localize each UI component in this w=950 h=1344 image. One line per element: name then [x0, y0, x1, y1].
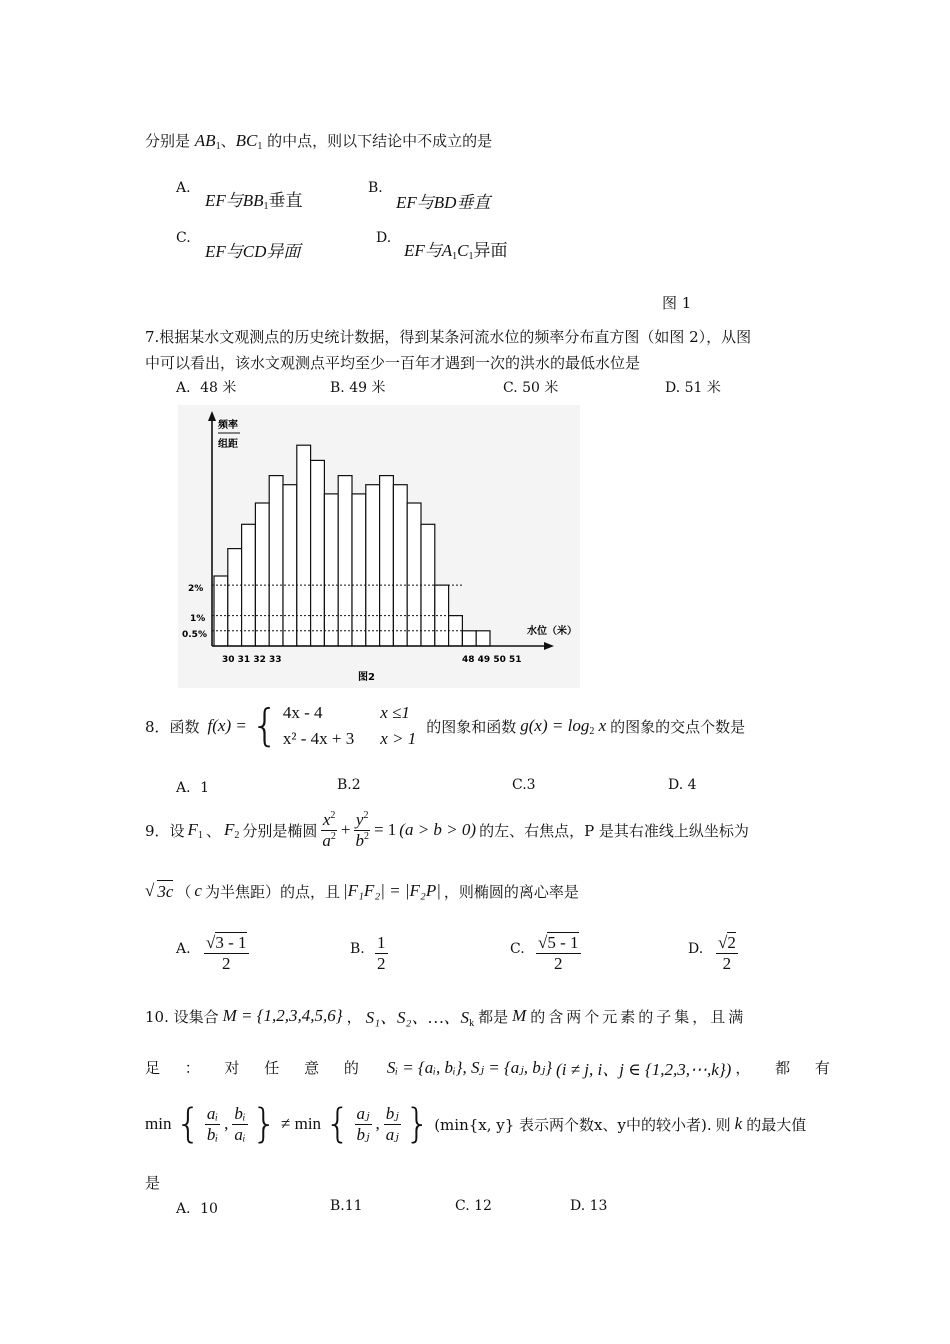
q9-sqrt-sign: √ [145, 881, 155, 900]
q10-brace-open-1: { [175, 1101, 201, 1148]
q6-opt-d-sub-c: 1 [468, 251, 474, 262]
q8-prefix: 8．函数 [145, 717, 200, 736]
q8-log-base: 2 [589, 725, 595, 737]
q8-option-c: C.3 [512, 777, 536, 793]
q7-option-c: C. 50 米 [503, 380, 559, 396]
q9-frac-x-den [320, 831, 338, 851]
q9-line-2 [145, 880, 579, 902]
q10-k: k [734, 1114, 743, 1134]
q6-intro [145, 130, 492, 152]
q10-prefix: 10. 设集合 [145, 1007, 219, 1026]
q9-option-b-num: 1 [377, 933, 386, 952]
q8-option-d: D. 4 [668, 777, 697, 793]
q10-comma: ， [346, 1007, 362, 1026]
q10-bi-num: bᵢ [234, 1104, 246, 1123]
y-axis-label-bottom: 组距 [218, 439, 238, 450]
q6-intro-sep: 、 [220, 132, 236, 150]
histogram-bar-49 [476, 631, 490, 646]
q9-f1-sub: 1 [197, 829, 203, 841]
q10-option-b: B.11 [330, 1198, 363, 1214]
q6-option-c-label: C. [176, 230, 191, 246]
q10-frac-aj-bj [355, 1104, 372, 1144]
q9-frac-y-den [353, 831, 371, 851]
histogram-bar-44 [407, 503, 421, 646]
q9-x-sq: 2 [330, 810, 336, 821]
q9-f1 [188, 820, 203, 841]
q10-comma-2: , [375, 1114, 380, 1134]
q8-suffix: 的图象的交点个数是 [610, 717, 746, 736]
q10-ai-num: aᵢ [206, 1104, 219, 1123]
q10-note: (min{x, y} 表示两个数x、y中的较小者). [434, 1115, 712, 1134]
q8-case2-expr: x² - 4x + 3 [282, 729, 355, 748]
q9-option-d-num: √2 [718, 933, 736, 952]
histogram-bar-48 [462, 631, 476, 646]
q10-line-4: 是 [145, 1174, 161, 1192]
q6-option-a-text [205, 186, 303, 212]
q9-mid: 分别是椭圆 [242, 821, 318, 840]
q10-tail: 的含两个元素的子集，且满 [530, 1007, 747, 1026]
q10-line2-tail: ， 都 有 [735, 1059, 840, 1077]
q6-option-c-text: EF与CD异面 [205, 242, 301, 261]
q9-f2 [224, 820, 239, 841]
q9-option-a-num-text: 3 - 1 [215, 933, 247, 952]
q9-x: x [322, 810, 331, 829]
q8-gx [520, 716, 606, 737]
q6-opt-d-sub-a: 1 [452, 251, 458, 262]
q8-case2-cond: x > 1 [380, 729, 417, 748]
q9-frac-x [320, 810, 338, 850]
q9-f1-text: F [187, 819, 198, 839]
q9-option-d-num-text: 2 [727, 933, 736, 952]
q10-bj-den: bⱼ [356, 1124, 370, 1144]
q10-line2-a: 足 ： 对 任 意 的 [145, 1059, 369, 1077]
q7-option-b: B. 49 米 [330, 380, 386, 396]
q10-bj-num: bⱼ [385, 1104, 399, 1123]
q10-aj-num: aⱼ [356, 1104, 370, 1123]
q9-paren-open: （ [176, 882, 192, 901]
histogram-bar-35 [283, 485, 297, 646]
q10-s-list [366, 1003, 474, 1029]
q9-options [176, 933, 776, 989]
q8-fx: f(x) = [207, 716, 247, 735]
histogram-bar-39 [338, 476, 352, 646]
histogram-figure-2 [178, 405, 580, 688]
q9-option-d-den: 2 [722, 953, 732, 973]
q10-neq-min: ≠ min [281, 1114, 322, 1134]
q9-option-a-den: 2 [222, 953, 231, 973]
q6-opt-a-main: EF与BB [205, 191, 264, 210]
q6-option-b-text: EF与BD垂直 [396, 193, 491, 212]
q10-ai-den: aᵢ [234, 1124, 246, 1144]
q10-max: 的最大值 [746, 1115, 807, 1134]
q6-option-d-label: D. [376, 230, 392, 246]
q9-b-sq: 2 [363, 830, 369, 842]
histogram-bar-41 [366, 485, 380, 646]
q10-option-c: C. 12 [455, 1198, 492, 1214]
q6-opt-d-mid: C [457, 241, 469, 260]
q9-option-c-num: √5 - 1 [538, 933, 579, 952]
q10-brace-open-2: { [325, 1101, 351, 1148]
x-tick-left-group: 30 31 32 33 [222, 655, 282, 665]
q10-frac-ai-bi [205, 1104, 220, 1144]
q10-s-list-text: S₁、S₂、…、S [365, 1008, 470, 1027]
q8-log-arg: x [594, 715, 607, 735]
q9-option-c-num-text: 5 - 1 [547, 933, 579, 952]
q7-line-2: 中可以看出，该水文观测点平均至少一百年才遇到一次的洪水的最低水位是 [145, 354, 641, 372]
q9-option-d-frac [716, 933, 738, 973]
q8-left-brace: { [250, 700, 279, 751]
q10-frac-bi-ai [232, 1104, 247, 1144]
q9-f2-text: F [223, 819, 235, 839]
q9-a: a [322, 830, 331, 850]
q9-b: b [355, 830, 364, 850]
q10-comma-1: , [224, 1114, 229, 1134]
q9-paren-note: 为半焦距）的点，且 [204, 882, 340, 901]
q9-line-1 [145, 810, 749, 850]
q9-option-a-num: √3 - 1 [206, 933, 247, 952]
q6-ab-sub: 1 [215, 141, 221, 152]
q10-brace-close-1: } [251, 1101, 278, 1148]
q10-line-2 [145, 1055, 840, 1080]
q10-m-set: M = {1,2,3,4,5,6} [222, 1006, 343, 1025]
q8-gx-main: g(x) = log [520, 715, 590, 735]
q9-tail2: ，则椭圆的离心率是 [443, 882, 579, 901]
q10-then: 则 [715, 1115, 731, 1134]
q6-intro-pre: 分别是 [145, 132, 191, 150]
x-axis-label: 水位（米） [527, 626, 577, 637]
y-tick-0-5pct: 0.5% [182, 630, 207, 640]
q9-f2-sub: 2 [234, 829, 240, 841]
q8-mid: 的图象和函数 [426, 717, 517, 736]
q10-mid: 都是 [478, 1007, 509, 1026]
histogram-bar-37 [311, 460, 325, 646]
y-tick-2pct: 2% [188, 584, 204, 594]
q6-option-d-text [404, 236, 508, 262]
q9-a-sq: 2 [330, 830, 336, 842]
q6-intro-post: 的中点，则以下结论中不成立的是 [267, 132, 493, 150]
q10-option-d: D. 13 [570, 1198, 608, 1214]
q9-sqrt3c: 3c [157, 882, 174, 901]
q9-sep: 、 [205, 821, 221, 840]
y-tick-1pct: 1% [190, 614, 206, 624]
q10-min-1: min [145, 1114, 172, 1134]
q9-cond: (a > b > 0) [399, 820, 477, 840]
q9-option-b-label: B. [350, 941, 365, 957]
q9-option-a-frac [204, 933, 249, 973]
q10-bi-den: bᵢ [206, 1124, 219, 1144]
q6-segment-ab [195, 131, 221, 150]
histogram-bar-40 [352, 494, 366, 646]
q10-line2-set: Sᵢ = {aᵢ, bᵢ}, Sⱼ = {aⱼ, bⱼ} [386, 1057, 553, 1077]
q6-opt-d-tail: 异面 [473, 241, 508, 260]
q6-opt-a-tail: 垂直 [268, 191, 303, 210]
histogram-bar-33 [255, 503, 269, 646]
q10-s-k: k [469, 1018, 475, 1029]
q9-option-a-label: A. [176, 941, 191, 957]
q8-case1-cond: x ≤1 [380, 703, 410, 722]
q10-aj-den: aⱼ [385, 1124, 399, 1144]
q9-frac-y-num [354, 810, 371, 831]
q10-brace-close-2: } [404, 1101, 431, 1148]
q6-ab-text: AB [194, 131, 216, 150]
q8-line [145, 700, 746, 751]
y-axis-label-top: 频率 [218, 420, 238, 431]
q9-option-c-label: C. [510, 941, 525, 957]
q6-opt-d-main: EF与A [404, 241, 453, 260]
histogram-bar-42 [380, 476, 394, 646]
histogram-bar-30 [214, 576, 228, 646]
q6-option-a-label: A. [176, 180, 191, 196]
q6-opt-a-sub: 1 [263, 201, 269, 212]
q6-bc-text: BC [235, 131, 258, 150]
q8-cases [283, 703, 416, 749]
q9-frac-y [353, 810, 371, 850]
q10-frac-bj-aj [384, 1104, 401, 1144]
q9-eq: = 1 [373, 820, 397, 840]
q7-line-1: 7.根据某水文观测点的历史统计数据，得到某条河流水位的频率分布直方图（如图 2），从图 [145, 328, 752, 346]
histogram-bar-34 [269, 476, 283, 646]
q10-option-a: A．10 [176, 1201, 218, 1217]
q8-option-b: B.2 [337, 777, 361, 793]
q9-option-c-den: 2 [554, 953, 563, 973]
q9-y-sq: 2 [363, 810, 369, 821]
q8-option-a: A．1 [176, 780, 210, 796]
q10-m-var: M [512, 1006, 527, 1025]
q9-y: y [355, 810, 364, 829]
histogram-bar-43 [393, 485, 407, 646]
q9-frac-x-num [321, 810, 338, 831]
q7-option-d: D. 51 米 [665, 380, 721, 396]
q6-segment-bc [236, 131, 263, 150]
q8-case1-expr: 4x - 4 [282, 703, 323, 722]
q9-prefix: 9．设 [145, 821, 185, 840]
q9-option-c-frac [536, 933, 581, 973]
q9-option-b-den: 2 [377, 953, 386, 973]
q9-c: c [194, 881, 202, 900]
q9-tail: 的左、右焦点，P 是其右准线上纵坐标为 [479, 821, 749, 840]
q9-abs-eq: |F₁F₂| = |F₂P| [342, 881, 441, 900]
q10-line-3 [145, 1101, 807, 1148]
q9-option-b-frac [375, 933, 388, 973]
q9-plus: + [340, 820, 351, 840]
figure-1-label: 图 1 [662, 294, 692, 312]
figure-2-caption: 图2 [358, 672, 375, 683]
q7-option-a: A．48 米 [176, 380, 237, 396]
x-tick-right-group: 48 49 50 51 [462, 655, 522, 665]
q10-line-1 [145, 1003, 746, 1029]
histogram-bar-38 [324, 494, 338, 646]
q10-line2-cond: (i ≠ j, i、j ∈ {1,2,3,⋯,k}) [556, 1060, 732, 1079]
q9-option-d-label: D. [688, 941, 704, 957]
histogram-bar-31 [228, 549, 242, 646]
q6-bc-sub: 1 [257, 141, 263, 152]
q6-option-b-label: B. [368, 180, 383, 196]
